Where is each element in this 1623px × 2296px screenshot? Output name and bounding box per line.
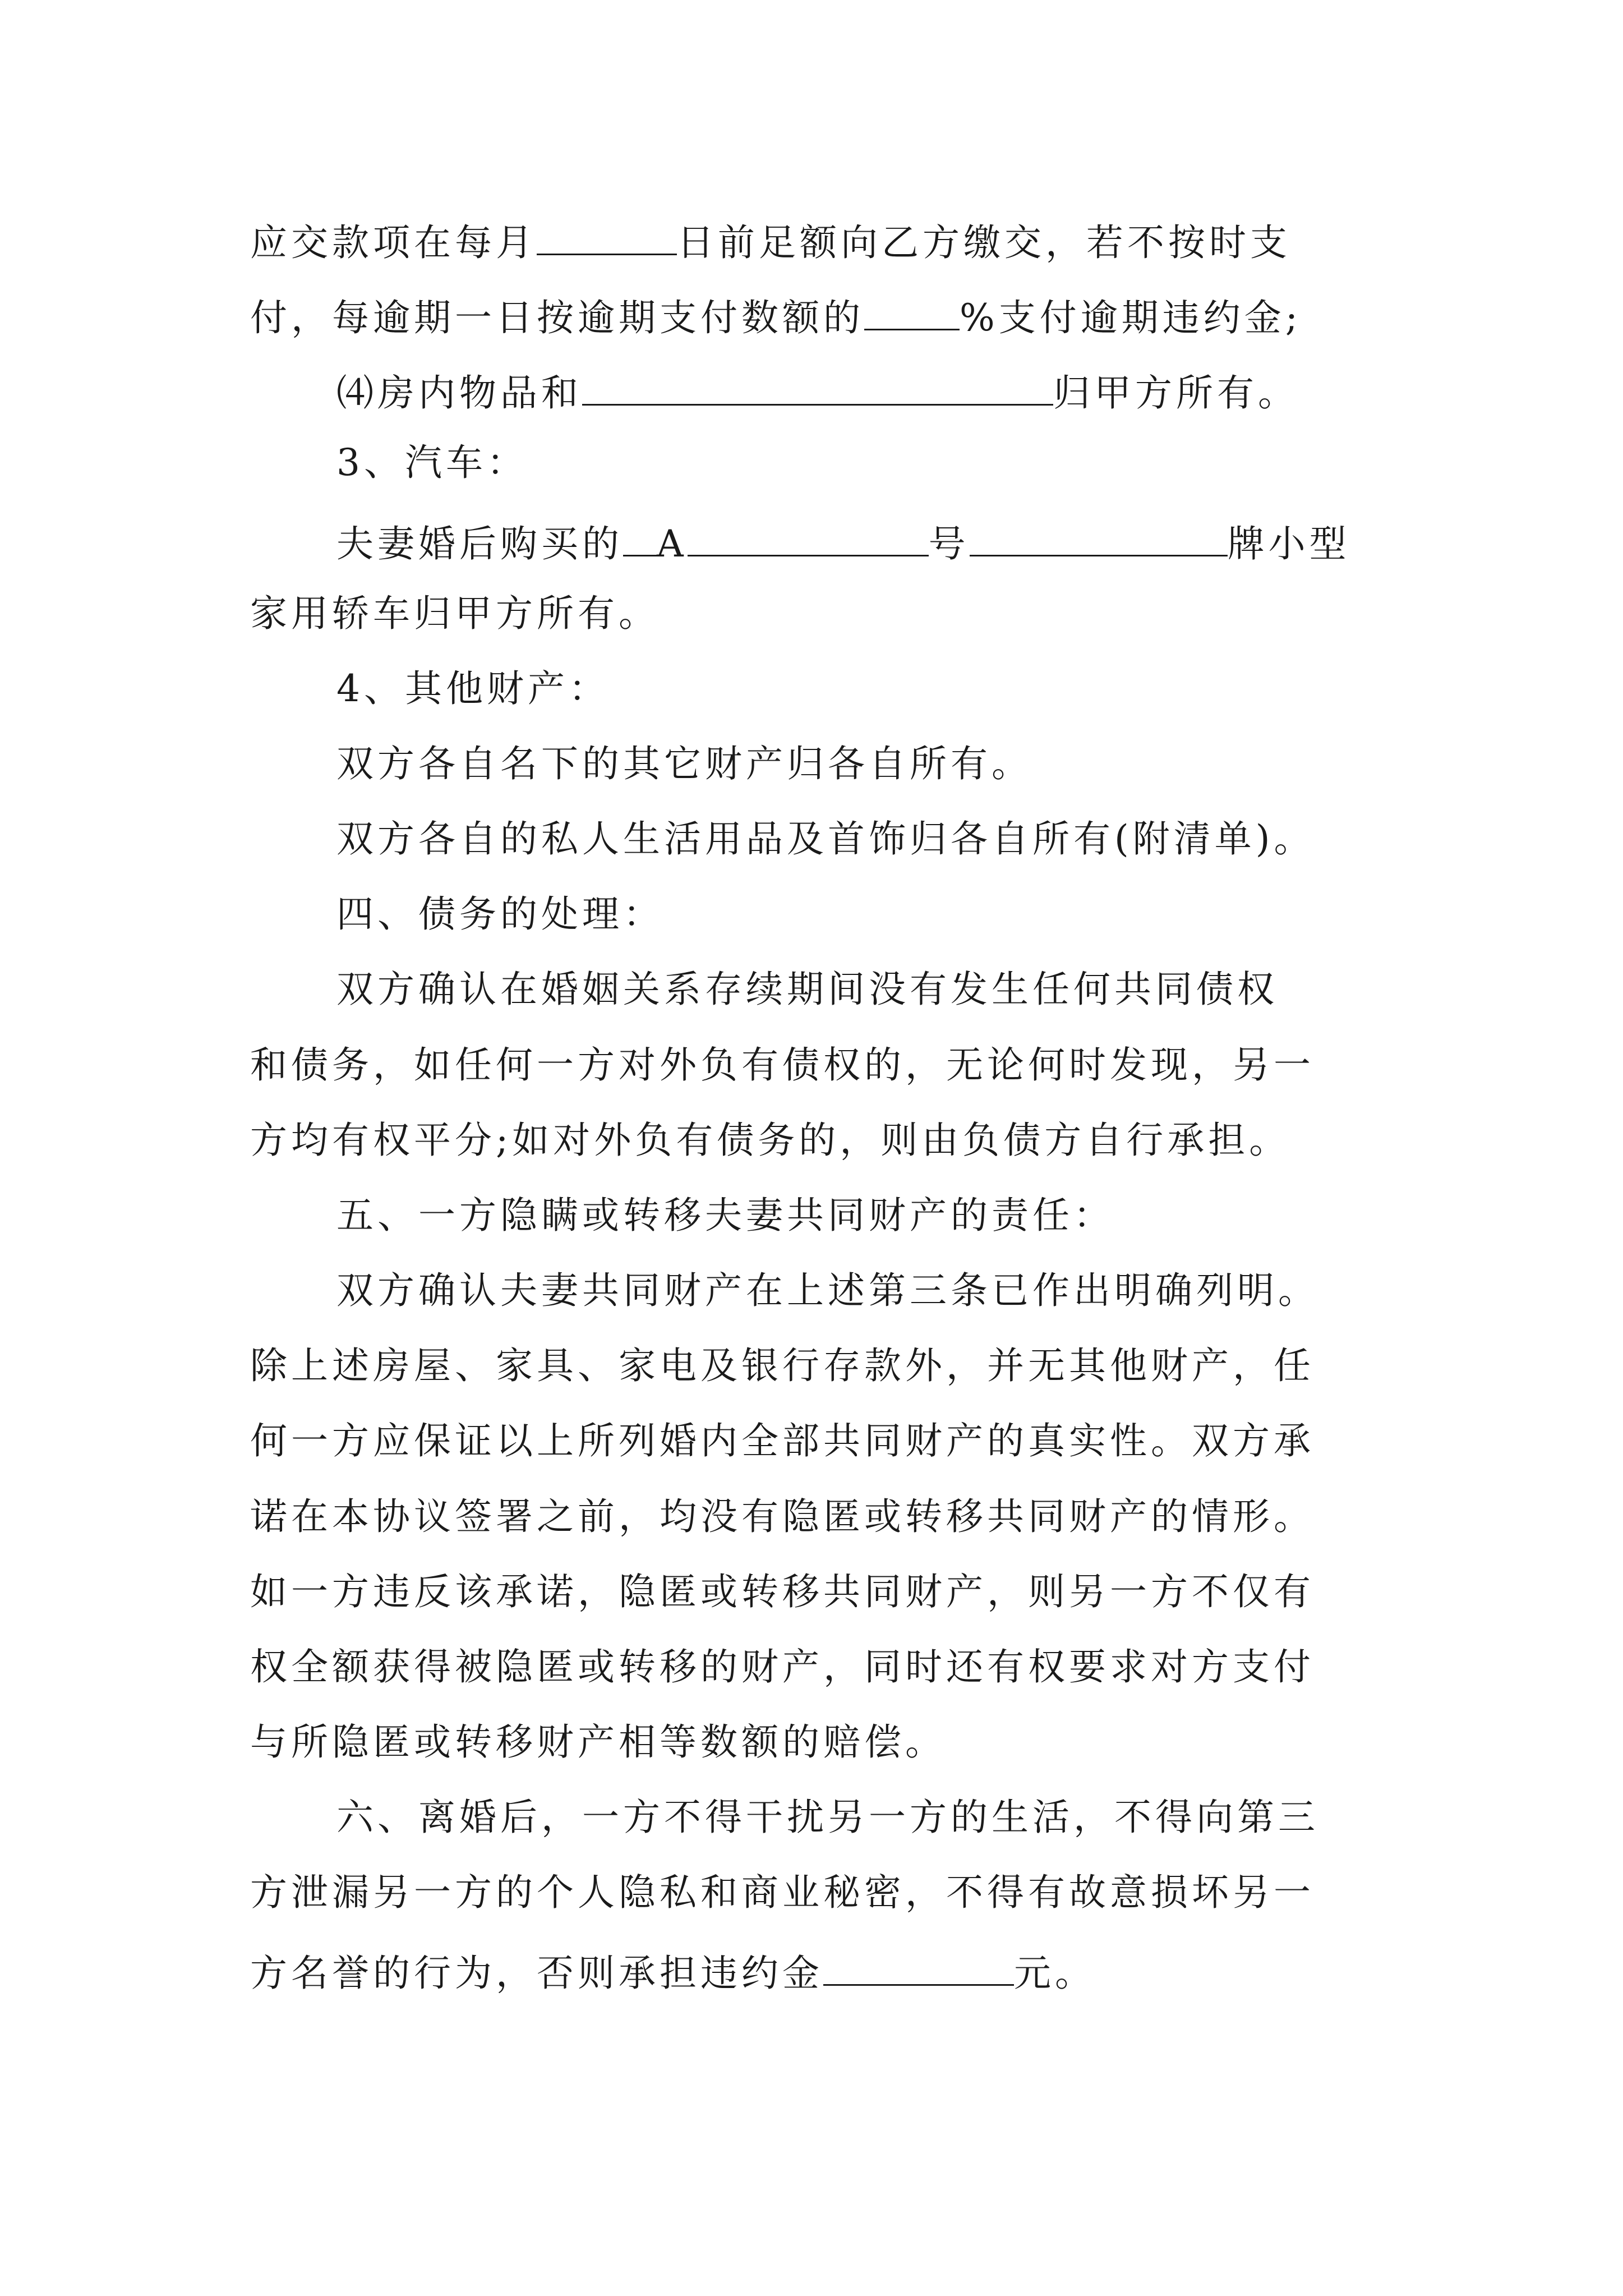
text-line: 双方各自的私人生活用品及首饰归各自所有(附清单)。: [336, 817, 1315, 861]
text-line: 方泄漏另一方的个人隐私和商业秘密，不得有故意损坏另一: [250, 1871, 1315, 1914]
plate-prefix: A: [657, 522, 688, 565]
text-segment: 号: [928, 522, 970, 565]
text-line: 双方确认在婚姻关系存续期间没有发生任何共同债权: [336, 968, 1278, 1011]
section-heading: 3、汽车：: [336, 441, 528, 484]
text-line: 何一方应保证以上所列婚内全部共同财产的真实性。双方承: [250, 1419, 1315, 1462]
fill-blank: [623, 520, 657, 556]
text-line: 家用轿车归甲方所有。: [250, 592, 660, 635]
text-line: [250, 219, 1291, 264]
text-line: 诺在本协议签署之前，均没有隐匿或转移共同财产的情形。: [250, 1495, 1315, 1538]
text-line: 六、离婚后，一方不得干扰另一方的生活，不得向第三: [336, 1796, 1319, 1839]
text-segment: 归甲方所有。: [1053, 371, 1299, 415]
text-segment: 方名誉的行为，否则承担违约金: [250, 1952, 823, 1995]
fill-blank: [823, 1949, 1014, 1986]
text-segment: 夫妻婚后购买的: [336, 522, 623, 565]
text-line: 方均有权平分;如对外负有债务的，则由负债方自行承担。: [250, 1119, 1290, 1162]
text-line: [250, 1949, 1096, 1995]
text-segment: 牌小型: [1227, 522, 1350, 565]
section-heading: 四、债务的处理：: [336, 892, 664, 936]
text-line: 除上述房屋、家具、家电及银行存款外，并无其他财产，任: [250, 1344, 1315, 1387]
text-line: 双方各自名下的其它财产归各自所有。: [336, 742, 1032, 785]
fill-blank: [582, 369, 1053, 406]
text-line: 和债务，如任何一方对外负有债权的，无论何时发现，另一: [250, 1043, 1315, 1087]
text-segment: %支付逾期违约金;: [960, 296, 1302, 339]
text-segment: 元。: [1014, 1952, 1096, 1995]
text-segment: 应交款项在每月: [250, 221, 537, 264]
text-line: 双方确认夫妻共同财产在上述第三条已作出明确列明。: [336, 1269, 1319, 1312]
text-line: [336, 369, 1299, 415]
text-segment: ⑷房内物品和: [336, 371, 582, 415]
text-line: 与所隐匿或转移财产相等数额的赔偿。: [250, 1720, 946, 1764]
text-line: 权全额获得被隐匿或转移的财产，同时还有权要求对方支付: [250, 1645, 1315, 1688]
text-line: 如一方违反该承诺，隐匿或转移共同财产，则另一方不仅有: [250, 1570, 1315, 1613]
text-segment: 付，每逾期一日按逾期支付数额的: [250, 296, 864, 339]
fill-blank: [864, 294, 960, 330]
text-segment: 日前足额向乙方缴交，若不按时支: [677, 221, 1291, 264]
fill-blank: [970, 520, 1228, 556]
fill-blank: [688, 520, 929, 556]
section-heading: 五、一方隐瞒或转移夫妻共同财产的责任：: [336, 1194, 1114, 1237]
fill-blank: [537, 219, 677, 255]
section-heading: 4、其他财产：: [336, 667, 610, 710]
text-line: [336, 520, 1350, 563]
text-line: [250, 294, 1302, 337]
